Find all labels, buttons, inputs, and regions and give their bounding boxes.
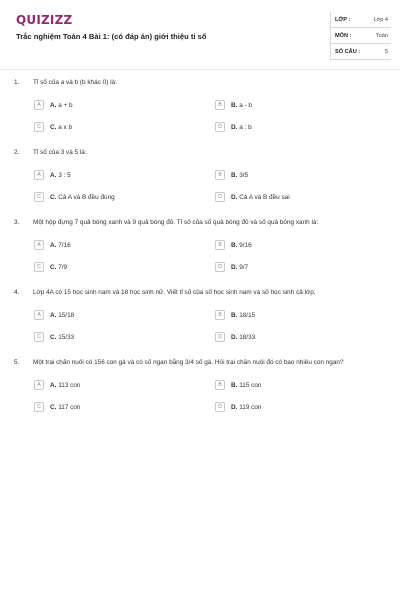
option-c[interactable]: [34, 402, 80, 412]
option-letter-box: D: [215, 262, 225, 272]
option-prefix: B.: [231, 241, 238, 249]
option-letter-box: B: [215, 240, 225, 250]
meta-label: LỚP :: [335, 16, 351, 23]
option-letter-box: D: [215, 192, 225, 202]
meta-table: [330, 12, 391, 60]
option-a[interactable]: [34, 100, 73, 110]
meta-row-grade: [331, 12, 391, 28]
meta-label: SỐ CÂU :: [335, 48, 361, 55]
option-letter-box: B: [215, 380, 225, 390]
option-prefix: A.: [50, 101, 57, 109]
meta-value: 5: [384, 48, 388, 55]
option-c[interactable]: [34, 332, 74, 342]
question-text: Lớp 4A có 15 học sinh nam và 18 học sinh nữ. Viết tỉ số của số học sinh nam và số học sinh cả lớp.: [33, 289, 316, 296]
option-letter-box: C: [34, 332, 44, 342]
option-text: 18/15: [239, 311, 256, 319]
option-text: 9/7: [239, 263, 249, 271]
option-text: a x b: [58, 123, 73, 131]
option-text: 15/33: [58, 333, 75, 341]
option-letter-box: A: [34, 240, 44, 250]
option-b[interactable]: [215, 310, 255, 320]
option-prefix: D.: [231, 123, 238, 131]
question-text: Một trại chăn nuôi có 156 con gà và có số ngan bằng 3/4 số gà. Hỏi trại chăn nuôi đó có bao nhiêu con ngan?: [33, 359, 344, 366]
meta-row-count: [331, 44, 391, 60]
option-text: 119 con: [239, 403, 262, 411]
option-letter-box: C: [34, 262, 44, 272]
meta-label: MÔN :: [335, 32, 352, 39]
option-prefix: C.: [50, 333, 57, 341]
option-d[interactable]: [215, 262, 248, 272]
option-prefix: D.: [231, 403, 238, 411]
question-number: 4.: [14, 289, 20, 296]
option-text: 3 : 5: [58, 171, 71, 179]
option-text: 9/16: [239, 241, 252, 249]
question-number: 3.: [14, 219, 20, 226]
option-text: a - b: [239, 101, 252, 109]
option-prefix: D.: [231, 333, 238, 341]
option-d[interactable]: [215, 332, 255, 342]
question-text: Tỉ số của 3 và 5 là:: [33, 149, 87, 156]
meta-value: Toán: [375, 32, 388, 39]
option-d[interactable]: [215, 402, 261, 412]
option-b[interactable]: [215, 170, 248, 180]
option-letter-box: A: [34, 380, 44, 390]
option-a[interactable]: [34, 170, 71, 180]
option-prefix: C.: [50, 123, 57, 131]
option-d[interactable]: [215, 122, 252, 132]
option-text: 115 con: [239, 381, 262, 389]
option-text: Cả A và B đều sai: [239, 193, 290, 201]
option-a[interactable]: [34, 380, 80, 390]
option-prefix: B.: [231, 101, 238, 109]
option-prefix: A.: [50, 171, 57, 179]
option-text: 15/18: [58, 311, 75, 319]
option-letter-box: C: [34, 192, 44, 202]
quizizz-logo: QUIZIZZ: [16, 13, 73, 27]
option-letter-box: A: [34, 100, 44, 110]
option-text: 3/5: [239, 171, 249, 179]
option-prefix: A.: [50, 311, 57, 319]
option-b[interactable]: [215, 240, 252, 250]
option-c[interactable]: [34, 262, 67, 272]
option-prefix: B.: [231, 311, 238, 319]
option-prefix: A.: [50, 241, 57, 249]
meta-row-subject: [331, 28, 391, 44]
option-prefix: C.: [50, 193, 57, 201]
option-text: 117 con: [58, 403, 81, 411]
worksheet-title: Trắc nghiệm Toán 4 Bài 1: (có đáp án) giới thiệu tỉ số: [16, 32, 207, 41]
question-number: 1.: [14, 79, 20, 86]
option-text: 18/33: [239, 333, 256, 341]
option-text: a + b: [58, 101, 73, 109]
option-a[interactable]: [34, 240, 71, 250]
option-b[interactable]: [215, 100, 252, 110]
option-d[interactable]: [215, 192, 290, 202]
option-prefix: B.: [231, 171, 238, 179]
option-letter-box: C: [34, 402, 44, 412]
option-text: 113 con: [58, 381, 81, 389]
option-letter-box: B: [215, 100, 225, 110]
option-letter-box: B: [215, 310, 225, 320]
option-prefix: C.: [50, 263, 57, 271]
question-number: 2.: [14, 149, 20, 156]
option-prefix: C.: [50, 403, 57, 411]
option-text: a : b: [239, 123, 252, 131]
question-text: Một hộp đựng 7 quả bóng xanh và 9 quả bóng đỏ. Tỉ số của số quả bóng đỏ và số quả bóng xanh là:: [33, 219, 319, 226]
option-b[interactable]: [215, 380, 261, 390]
option-text: 7/9: [58, 263, 68, 271]
option-c[interactable]: [34, 122, 72, 132]
option-prefix: A.: [50, 381, 57, 389]
option-letter-box: B: [215, 170, 225, 180]
option-letter-box: A: [34, 170, 44, 180]
option-text: 7/16: [58, 241, 71, 249]
option-letter-box: C: [34, 122, 44, 132]
option-prefix: D.: [231, 193, 238, 201]
question-text: Tỉ số của a và b (b khác 0) là:: [33, 79, 117, 86]
option-letter-box: D: [215, 122, 225, 132]
option-letter-box: D: [215, 402, 225, 412]
option-letter-box: D: [215, 332, 225, 342]
meta-value: Lớp 4: [373, 16, 388, 23]
option-a[interactable]: [34, 310, 74, 320]
option-prefix: B.: [231, 381, 238, 389]
option-text: Cả A và B đều đúng: [58, 193, 115, 201]
option-letter-box: A: [34, 310, 44, 320]
option-prefix: D.: [231, 263, 238, 271]
option-c[interactable]: [34, 192, 115, 202]
header-divider: [0, 69, 400, 70]
question-number: 5.: [14, 359, 20, 366]
